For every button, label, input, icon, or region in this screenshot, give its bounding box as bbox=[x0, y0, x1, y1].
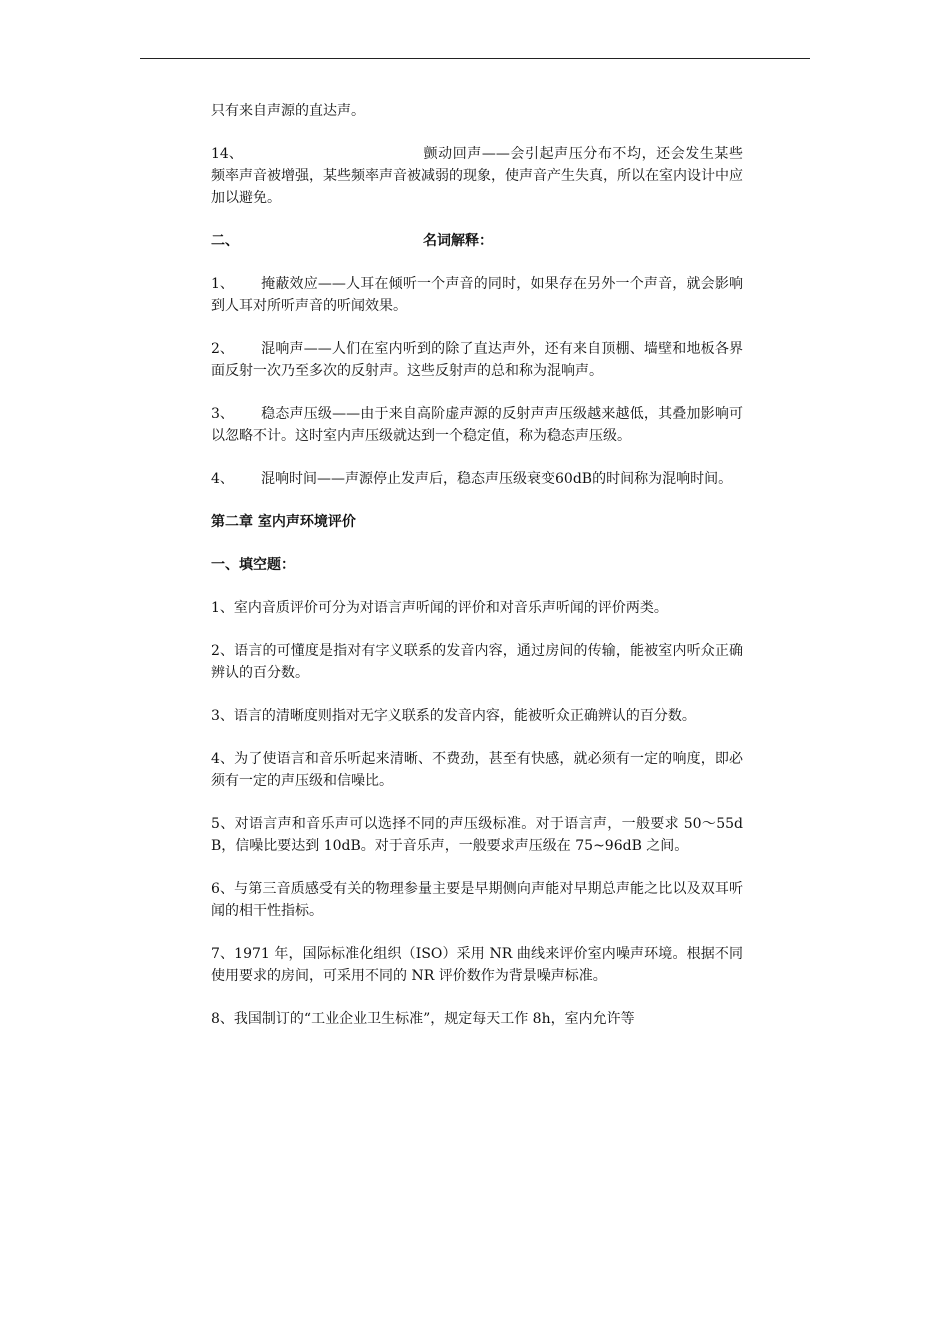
fill-item: 7、1971 年，国际标准化组织（ISO）采用 NR 曲线来评价室内噪声环境。根据不同使用要求的房间，可采用不同的 NR 评价数作为背景噪声标准。 bbox=[211, 946, 743, 984]
section-heading-definitions bbox=[211, 230, 743, 252]
item-14 bbox=[211, 143, 743, 209]
definition-item bbox=[211, 273, 743, 317]
fill-item: 6、与第三音质感受有关的物理参量主要是早期侧向声能对早期总声能之比以及双耳听闻的相干性指标。 bbox=[211, 881, 743, 919]
fill-item: 5、对语言声和音乐声可以选择不同的声压级标准。对于语言声，一般要求 50～55dB，信噪比要达到 10dB。对于音乐声，一般要求声压级在 75~96dB 之间。 bbox=[211, 816, 743, 854]
definition-text: 混响时间——声源停止发声后，稳态声压级衰变60dB的时间称为混响时间。 bbox=[261, 471, 733, 487]
fill-item: 4、为了使语言和音乐听起来清晰、不费劲，甚至有快感，就必须有一定的响度，即必须有一定的声压级和信噪比。 bbox=[211, 751, 743, 789]
definition-text: 掩蔽效应——人耳在倾听一个声音的同时，如果存在另外一个声音，就会影响到人耳对所听声音的听闻效果。 bbox=[211, 276, 743, 314]
definition-number: 3、 bbox=[211, 406, 234, 422]
header-rule bbox=[140, 58, 810, 59]
section-title: 名词解释： bbox=[423, 233, 493, 249]
item-number: 14、 bbox=[211, 146, 243, 162]
definition-number: 1、 bbox=[211, 276, 234, 292]
document-body bbox=[211, 100, 743, 1030]
chapter-title: 第二章 室内声环境评价 bbox=[211, 514, 356, 530]
definition-number: 2、 bbox=[211, 341, 234, 357]
definition-text: 混响声——人们在室内听到的除了直达声外，还有来自顶棚、墙壁和地板各界面反射一次乃至多次的反射声。这些反射声的总和称为混响声。 bbox=[211, 341, 743, 379]
definition-text: 稳态声压级——由于来自高阶虚声源的反射声声压级越来越低，其叠加影响可以忽略不计。这时室内声压级就达到一个稳定值，称为稳态声压级。 bbox=[211, 406, 743, 444]
section-heading-fill-in: 一、填空题： bbox=[211, 557, 295, 573]
definition-item bbox=[211, 403, 743, 447]
definition-item bbox=[211, 338, 743, 382]
fill-item: 8、我国制订的“工业企业卫生标准”，规定每天工作 8h，室内允许等 bbox=[211, 1011, 635, 1027]
section-number: 二、 bbox=[211, 233, 239, 249]
fill-item: 1、室内音质评价可分为对语言声听闻的评价和对音乐声听闻的评价两类。 bbox=[211, 600, 668, 616]
paragraph-direct-sound: 只有来自声源的直达声。 bbox=[211, 103, 365, 119]
definition-number: 4、 bbox=[211, 471, 234, 487]
fill-item: 2、语言的可懂度是指对有字义联系的发音内容，通过房间的传输，能被室内听众正确辨认的百分数。 bbox=[211, 643, 743, 681]
definition-item bbox=[211, 468, 743, 490]
item-text: 颤动回声——会引起声压分布不均，还会发生某些频率声音被增强，某些频率声音被减弱的现象，使声音产生失真，所以在室内设计中应加以避免。 bbox=[211, 146, 743, 206]
fill-item: 3、语言的清晰度则指对无字义联系的发音内容，能被听众正确辨认的百分数。 bbox=[211, 708, 696, 724]
